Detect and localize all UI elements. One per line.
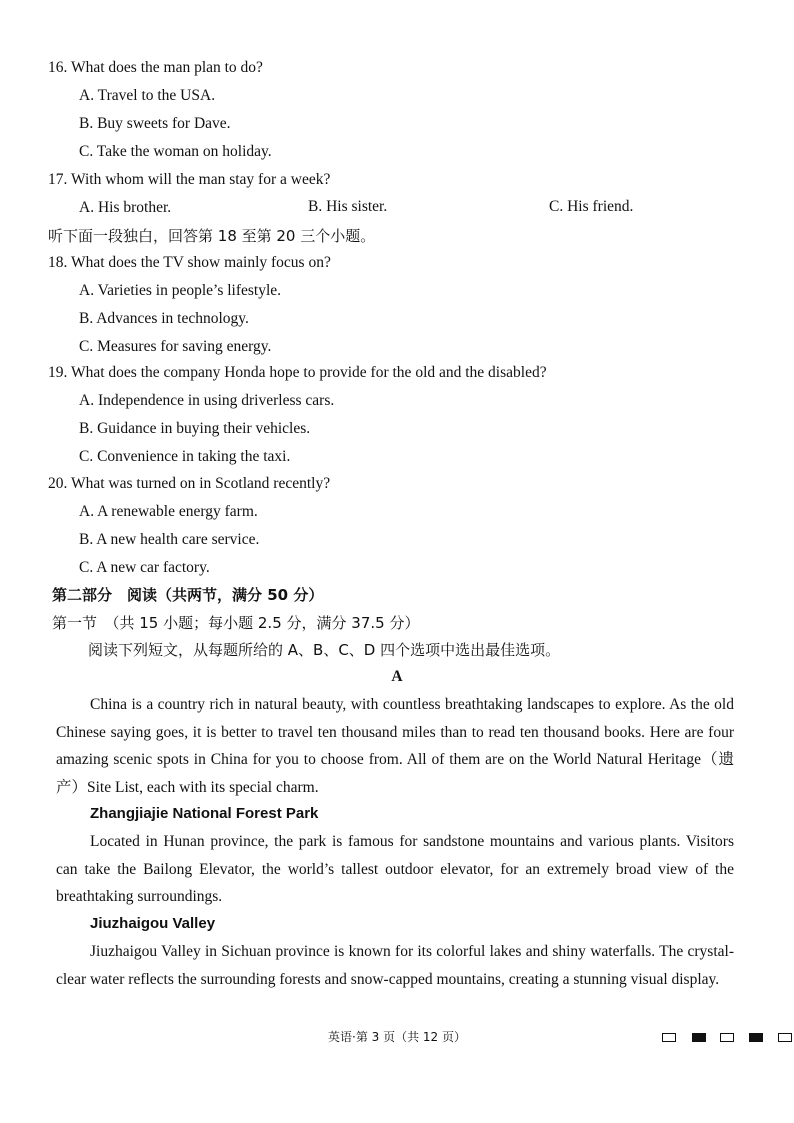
alignment-marker: [720, 1033, 734, 1042]
alignment-marker: [692, 1033, 706, 1042]
page-footer: 英语·第 3 页（共 12 页）: [328, 1030, 466, 1044]
question-17-option-b: B. His sister.: [308, 198, 388, 215]
reading-instruction: 阅读下列短文，从每题所给的 A、B、C、D 四个选项中选出最佳选项。: [88, 641, 561, 659]
question-19-option-c: C. Convenience in taking the taxi.: [79, 448, 291, 465]
section1-title: 第一节 （共 15 小题；每小题 2.5 分，满分 37.5 分）: [52, 614, 420, 632]
passage-intro: China is a country rich in natural beauty, with countless breathtaking landscapes to explore. As the old Chinese saying goes, it is better to travel ten thousand miles than to read ten thousand books. Here are four amazing scenic spots in China for you to choose from. All of them are on the World Natural Heritage（遗产）Site List, each with its special charm.: [56, 696, 734, 797]
question-16-option-a: A. Travel to the USA.: [79, 87, 216, 104]
question-17-option-a: A. His brother.: [79, 199, 172, 216]
question-19-stem: 19. What does the company Honda hope to provide for the old and the disabled?: [48, 364, 547, 381]
question-20-option-c: C. A new car factory.: [79, 559, 210, 576]
alignment-marker: [749, 1033, 763, 1042]
question-20-option-b: B. A new health care service.: [79, 531, 260, 548]
question-16-option-b: B. Buy sweets for Dave.: [79, 115, 231, 132]
section-heading-zhangjiajie: Zhangjiajie National Forest Park: [90, 805, 319, 822]
question-18-stem: 18. What does the TV show mainly focus on?: [48, 254, 331, 271]
section-heading-jiuzhaigou: Jiuzhaigou Valley: [90, 915, 216, 932]
part2-title: 第二部分 阅读（共两节，满分 50 分）: [52, 586, 324, 604]
section-text-zhangjiajie: Located in Hunan province, the park is famous for sandstone mountains and various plants. Visitors can take the Bailong Elevator, the world’s tallest outdoor elevator, for an extremely broad view of the breathtaking surroundings.: [56, 833, 734, 906]
question-16-stem: 16. What does the man plan to do?: [48, 59, 263, 76]
question-19-option-b: B. Guidance in buying their vehicles.: [79, 420, 311, 437]
instruction-18-20: 听下面一段独白，回答第 18 至第 20 三个小题。: [48, 227, 376, 245]
question-18-option-c: C. Measures for saving energy.: [79, 338, 272, 355]
passage-label: A: [391, 668, 403, 685]
question-19-option-a: A. Independence in using driverless cars.: [79, 392, 335, 409]
alignment-marker: [662, 1033, 676, 1042]
section-text-jiuzhaigou: Jiuzhaigou Valley in Sichuan province is known for its colorful lakes and shiny waterfalls. The crystal-clear water reflects the surrounding forests and snow-capped mountains, creating a stunning visual display.: [56, 943, 734, 988]
question-18-option-a: A. Varieties in people’s lifestyle.: [79, 282, 282, 299]
alignment-marker: [778, 1033, 792, 1042]
question-17-stem: 17. With whom will the man stay for a week?: [48, 171, 331, 188]
question-17-option-c: C. His friend.: [549, 198, 634, 215]
question-20-stem: 20. What was turned on in Scotland recently?: [48, 475, 331, 492]
question-20-option-a: A. A renewable energy farm.: [79, 503, 258, 520]
question-16-option-c: C. Take the woman on holiday.: [79, 143, 272, 160]
question-18-option-b: B. Advances in technology.: [79, 310, 249, 327]
